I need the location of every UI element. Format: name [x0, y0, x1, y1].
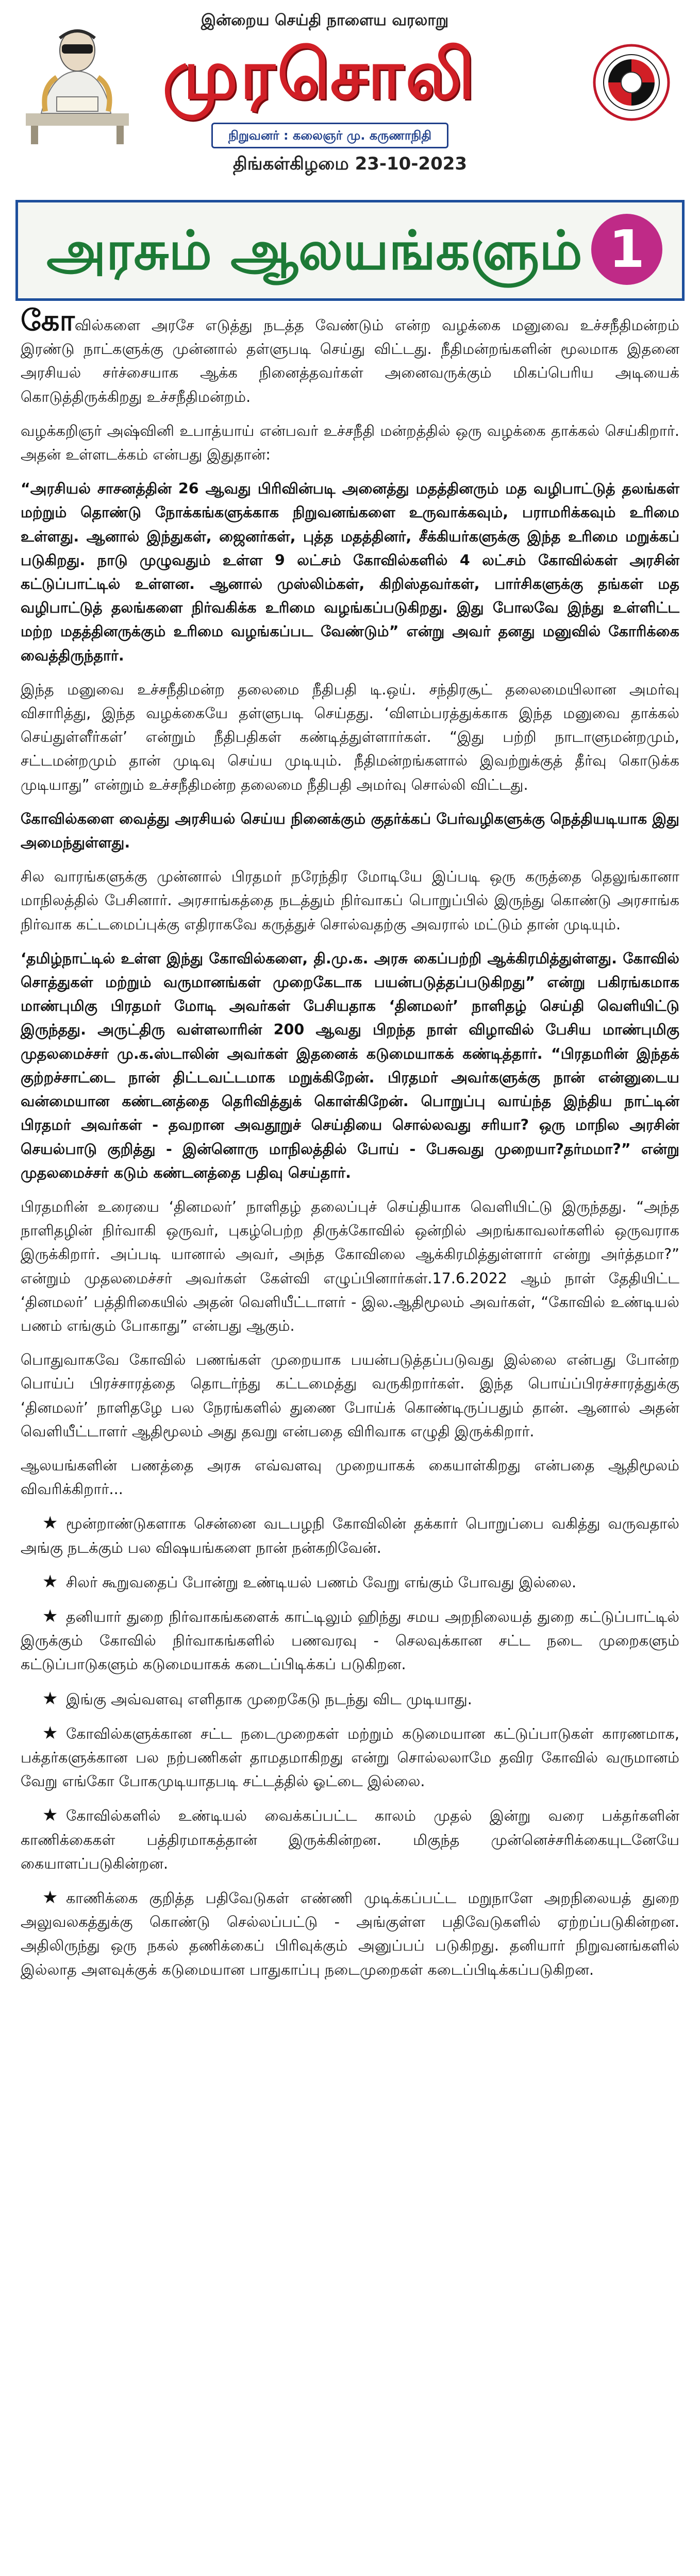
bullet-text: காணிக்கை குறித்த பதிவேடுகள் எண்ணி முடிக்கப்பட்ட மறுநாளே அறநிலையத் துறை அலுவலகத்துக்கு கொண்டு செல்லப்பட்டு - அங்குள்ள பதிவேடுகளில் ஏற்றப்படுகின்றன. அதிலிருந்து ஒரு நகல் தணிக்கைப் பிரிவுக்கும் அனுப்பப் படுகிறது. தனியார் நிறுவனங்களில் இல்லாத அளவுக்குக் கடுமையான பாதுகாப்பு நடைமுறைகள் கடைப்பிடிக்கப்படுகிறன. [21, 1889, 680, 1978]
founder-portrait-illustration [21, 10, 134, 144]
founder-line: நிறுவனர் : கலைஞர் மு. கருணாநிதி [211, 123, 448, 148]
bullet-text: இங்கு அவ்வளவு எளிதாக முறைகேடு நடந்து விட முடியாது. [66, 1690, 472, 1708]
bullet-item [21, 1687, 679, 1711]
bullet-item [21, 1886, 679, 1981]
bullet-text: மூன்றாண்டுகளாக சென்னை வடபழநி கோவிலின் தக்கார் பொறுப்பை வகித்து வருவதால் அங்கு நடக்கும் பல விஷயங்களை நான் நன்கறிவேன். [21, 1515, 679, 1556]
star-bullet-icon: ★ [42, 1722, 58, 1743]
part-number-badge: 1 [591, 214, 662, 285]
star-bullet-icon: ★ [42, 1688, 58, 1709]
paragraph: இந்த மனுவை உச்சநீதிமன்ற தலைமை நீதிபதி டி.ஒய். சந்திரசூட் தலைமையிலான அமர்வு விசாரித்து, இந்த வழக்கையே தள்ளுபடி செய்தது. ‘விளம்பரத்துக்காக இந்த மனுவை தாக்கல் செய்துள்ளீர்கள்’ என்றும் நீதிபதிகள் கண்டித்துள்ளார்கள். “இது பற்றி நாடாளுமன்றமும், சட்டமன்றமும் தான் முடிவு செய்ய முடியும். நீதிமன்றங்களால் இவற்றுக்குத் தீர்வு கொடுக்க முடியாது” என்றும் உச்சநீதிமன்ற தலைமை நீதிபதி அமர்வு சொல்லி விட்டது. [21, 680, 679, 793]
star-bullet-icon: ★ [42, 1605, 58, 1626]
bullet-item [21, 1604, 679, 1676]
paragraph: பொதுவாகவே கோவில் பணங்கள் முறையாக பயன்படுத்தப்படுவது இல்லை என்பது போன்ற பொய்ப் பிரச்சாரத்தை தொடர்ந்து கட்டமைத்து வருகிறார்கள். இந்த பொய்ப்பிரச்சாரத்துக்கு ‘தினமலர்’ நாளிதழே பல நேரங்களில் துணை போய்க் கொண்டிருப்பதும் தான். ஆனால் அதன் வெளியீட்டாளர் ஆதிமூலம் அது தவறு என்பதை விரிவாக எழுதி இருக்கிறார். [21, 1351, 679, 1440]
quote-paragraph: “அரசியல் சாசனத்தின் 26 ஆவது பிரிவின்படி அனைத்து மதத்தினரும் மத வழிபாட்டுத் தலங்கள் மற்றும் தொண்டு நோக்கங்களுக்காக நிறுவனங்களை உருவாக்கவும், பராமரிக்கவும் உரிமை உள்ளது. ஆனால் இந்துகள், ஜைனர்கள், புத்த மதத்தினர், சீக்கியர்களுக்கு இந்த உரிமை மறுக்கப் படுகிறது. நாடு முழுவதும் உள்ள 9 லட்சம் கோவில்களில் 4 லட்சம் கோவில்கள் அரசின் கட்டுப்பாட்டில் உள்ளன. ஆனால் முஸ்லிம்கள், கிறிஸ்தவர்கள், பார்சிகளுக்கு தங்கள் மத வழிபாட்டுத் தலங்களை நிர்வகிக்க உரிமை வழங்கப்படுகிறது. இது போலவே இந்து உள்ளிட்ட மற்ற மதத்தினருக்கும் உரிமை வழங்கப்பட வேண்டும்” என்று அவர் தனது மனுவில் கோரிக்கை வைத்திருந்தார். [21, 480, 679, 664]
star-bullet-icon: ★ [42, 1513, 58, 1534]
quote-paragraph: ‘தமிழ்நாட்டில் உள்ள இந்து கோவில்களை, தி.மு.க. அரசு கைப்பற்றி ஆக்கிரமித்துள்ளது. கோவில் சொத்துகள் மற்றும் வருமானங்கள் முறைகேடாக பயன்படுத்தப்படுகிறது” என்று பகிரங்கமாக மாண்புமிகு பிரதமர் மோடி அவர்கள் பேசியதாக ‘தினமலர்’ நாளிதழ் செய்தி வெளியிட்டு இருந்தது. அருட்திரு வள்ளலாரின் 200 ஆவது பிறந்த நாள் விழாவில் பேசிய மாண்புமிகு முதலமைச்சர் மு.க.ஸ்டாலின் அவர்கள் இதனைக் கடுமையாகக் கண்டித்தார். “பிரதமரின் இந்தக் குற்றச்சாட்டை நான் திட்டவட்டமாக மறுக்கிறேன். பிரதமர் அவர்களுக்கு நான் என்னுடைய வன்மையான கண்டனத்தை தெரிவித்துக் கொள்கிறேன். பொறுப்பு வாய்ந்த இந்திய நாட்டின் பிரதமர் அவர்கள் - தவறான அவதூறுச் செய்தியை சொல்லவது சரியா? ஒரு மாநில அரசின் செயல்பாடு குறித்து - இன்னொரு மாநிலத்தில் போய் - பேசுவது முறையா?தர்மமா?” என்று முதலமைச்சர் கடும் கண்டனத்தை பதிவு செய்தார். [21, 949, 679, 1181]
bullet-text: கோவில்களுக்கான சட்ட நடைமுறைகள் மற்றும் கடுமையான கட்டுப்பாடுகள் காரணமாக, பக்தர்களுக்கான பல நற்பணிகள் தாமதமாகிறது என்று சொல்லலாமே தவிர கோவில் வருமானம் வேறு எங்கோ போகமுடியாதபடி சட்டத்தில் ஓட்டை இல்லை. [21, 1724, 679, 1790]
article-body [21, 304, 680, 2576]
bullet-text: தனியார் துறை நிர்வாகங்களைக் காட்டிலும் ஹிந்து சமய அறநிலையத் துறை கட்டுப்பாட்டில் இருக்கும் கோவில் நிர்வாகங்களில் பணவரவு - செலவுக்கான சட்ட நடை முறைகளும் கட்டுப்பாடுகளும் கடுமையாகக் கடைப்பிடிக்கப் படுகிறன. [21, 1607, 679, 1673]
article-title: அரசும் ஆலயங்களும் [46, 219, 582, 282]
bullet-item [21, 1511, 679, 1559]
newspaper-logo: முரசொலி [162, 35, 477, 114]
star-bullet-icon: ★ [42, 1571, 58, 1592]
paragraph: சில வாரங்களுக்கு முன்னால் பிரதமர் நரேந்திர மோடியே இப்படி ஒரு கருத்தை தெலுங்கானா மாநிலத்தில் பேசினார். அரசாங்கத்தை நடத்தும் நிர்வாகப் பொறுப்பில் இருந்து கொண்டு அரசாங்க நிர்வாக கட்டமைப்புக்கு எதிராகவே கருத்துச் சொல்வதற்கு அவரால் மட்டும் தான் முடியும். [21, 868, 679, 933]
bullet-text: சிலர் கூறுவதைப் போன்று உண்டியல் பணம் வேறு எங்கும் போவது இல்லை. [66, 1573, 577, 1591]
bullet-text: கோவில்களில் உண்டியல் வைக்கப்பட்ட காலம் முதல் இன்று வரை பக்தர்களின் காணிக்கைகள் பத்திரமாகத்தான் இருக்கின்றன. மிகுந்த முன்னெச்சரிக்கையுடனேயே கையாளப்படுகின்றன. [21, 1807, 679, 1872]
title-banner [15, 200, 685, 301]
masthead-tagline: இன்றைய செய்தி நாளைய வரலாறு [201, 11, 449, 29]
masthead [0, 0, 700, 174]
emphasis-paragraph: கோவில்களை வைத்து அரசியல் செய்ய நினைக்கும் குதர்க்கப் பேர்வழிகளுக்கு நெத்தியடியாக இது அமைந்துள்ளது. [21, 809, 679, 852]
bullet-item [21, 1721, 679, 1793]
issue-date: திங்கள்கிழமை 23-10-2023 [232, 154, 468, 174]
star-bullet-icon: ★ [42, 1805, 58, 1826]
party-seal-icon [593, 44, 670, 121]
paragraph: பிரதமரின் உரையை ‘தினமலர்’ நாளிதழ் தலைப்புச் செய்தியாக வெளியிட்டு இருந்தது. “அந்த நாளிதழின் நிர்வாகி ஒருவர், புகழ்பெற்ற திருக்கோவில் ஒன்றில் அறங்காவலர்களில் ஒருவராக இருக்கிறார். அப்படி யானால் அவர், அந்த கோவிலை ஆக்கிரமித்துள்ளார் என்று அர்த்தமா?” என்றும் முதலமைச்சர் அவர்கள் கேள்வி எழுப்பினார்கள்.17.6.2022 ஆம் நாள் தேதியிட்ட ‘தினமலர்’ பத்திரிகையில் அதன் வெளியீட்டாளர் - இல.ஆதிமூலம் அவர்கள், “கோவில் உண்டியல் பணம் எங்கும் போகாது” என்பது ஆகும். [21, 1197, 679, 1334]
star-bullet-icon: ★ [42, 1887, 58, 1908]
paragraph: வழக்கறிஞர் அஷ்வினி உபாத்யாய் என்பவர் உச்சநீதி மன்றத்தில் ஒரு வழக்கை தாக்கல் செய்கிறார். அதன் உள்ளடக்கம் என்பது இதுதான்: [21, 421, 679, 464]
bullet-item [21, 1803, 679, 1875]
lead-paragraph: கோவில்களை அரசே எடுத்து நடத்த வேண்டும் என்ற வழக்கை மனுவை உச்சநீதிமன்றம் இரண்டு நாட்களுக்கு முன்னால் தள்ளுபடி செய்து விட்டது. நீதிமன்றங்களின் மூலமாக இதனை அரசியல் சர்ச்சையாக ஆக்க நினைத்தவர்கள் அனைவருக்கும் மிகப்பெரிய அடியைக் கொடுத்திருக்கிறது உச்சநீதிமன்றம். [21, 304, 679, 405]
bullet-item [21, 1570, 679, 1594]
paragraph: ஆலயங்களின் பணத்தை அரசு எவ்வளவு முறையாகக் கையாள்கிறது என்பதை ஆதிமூலம் விவரிக்கிறார்... [21, 1456, 679, 1498]
